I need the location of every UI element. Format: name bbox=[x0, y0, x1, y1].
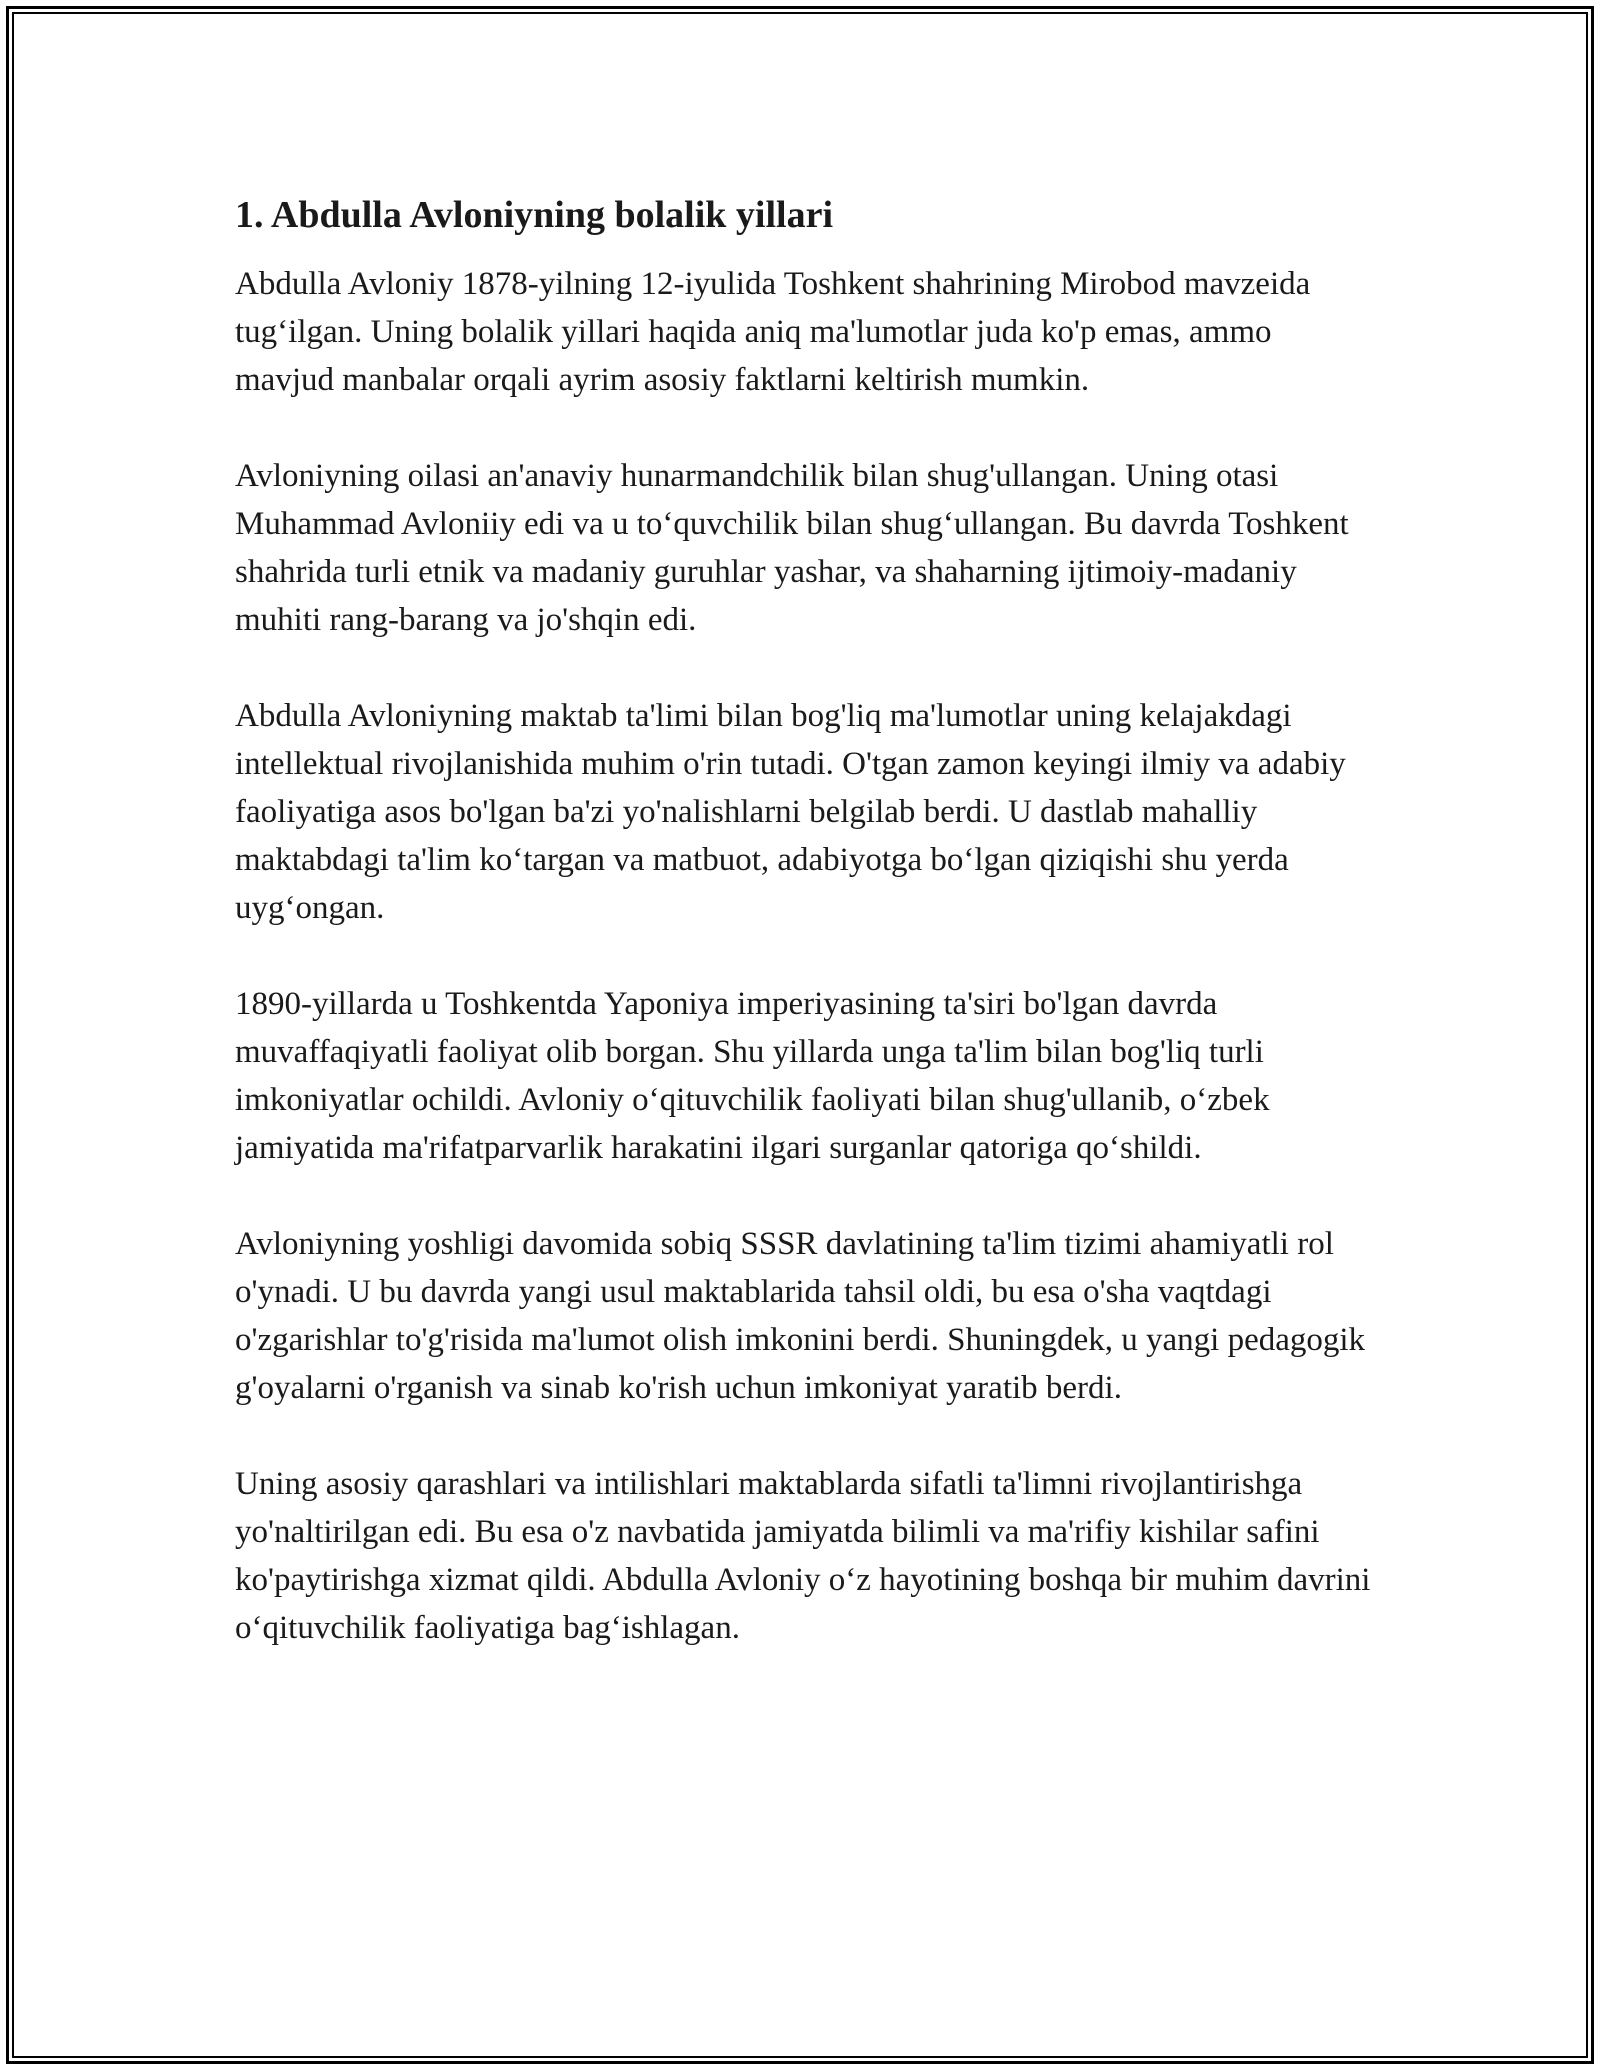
paragraph-5: Avloniyning yoshligi davomida sobiq SSSR davlatining ta'lim tizimi ahamiyatli rol o'ynadi. U bu davrda yangi usul maktablarida tahsil oldi, bu esa o'sha vaqtdagi o'zgarishlar to'g'risida ma'lumot olish imkonini berdi. Shuningdek, u yangi pedagogik g'oyalarni o'rganish va sinab ko'rish uchun imkoniyat yaratib berdi. bbox=[235, 1226, 1366, 1406]
paragraph-6: Uning asosiy qarashlari va intilishlari maktablarda sifatli ta'limni rivojlantirishga yo'naltirilgan edi. Bu esa o'z navbatida jamiyatda bilimli va ma'rifiy kishilar safini ko'paytirishga xizmat qildi. Abdulla Avloniy o‘z hayotining boshqa bir muhim davrini o‘qituvchilik faoliyatiga bag‘ishlagan. bbox=[235, 1466, 1371, 1646]
paragraph-4: 1890-yillarda u Toshkentda Yaponiya imperiyasining ta'siri bo'lgan davrda muvaffaqiyatli faoliyat olib borgan. Shu yillarda unga ta'lim bilan bog'liq turli imkoniyatlar ochildi. Avloniy o‘qituvchilik faoliyati bilan shug'ullanib, o‘zbek jamiyatida ma'rifatparvarlik harakatini ilgari surganlar qatoriga qo‘shildi. bbox=[235, 986, 1270, 1166]
paragraph-3: Abdulla Avloniyning maktab ta'limi bilan bog'liq ma'lumotlar uning kelajakdagi intellektual rivojlanishida muhim o'rin tutadi. O'tgan zamon keyingi ilmiy va adabiy faoliyatiga asos bo'lgan ba'zi yo'nalishlarni belgilab berdi. U dastlab mahalliy maktabdagi ta'lim ko‘targan va matbuot, adabiyotga bo‘lgan qiziqishi shu yerda uyg‘ongan. bbox=[235, 698, 1346, 926]
paragraph-1: Abdulla Avloniy 1878-yilning 12-iyulida Toshkent shahrining Mirobod mavzeida tug‘ilgan. Uning bolalik yillari haqida aniq ma'lumotlar juda ko'p emas, ammo mavjud manbalar orqali ayrim asosiy faktlarni keltirish mumkin. bbox=[235, 266, 1311, 398]
document-body bbox=[235, 185, 1375, 1700]
paragraph-2: Avloniyning oilasi an'anaviy hunarmandchilik bilan shug'ullangan. Uning otasi Muhammad Avloniiy edi va u to‘quvchilik bilan shug‘ullangan. Bu davrda Toshkent shahrida turli etnik va madaniy guruhlar yashar, va shaharning ijtimoiy-madaniy muhiti rang-barang va jo'shqin edi. bbox=[235, 458, 1349, 638]
section-heading: 1. Abdulla Avloniyning bolalik yillari bbox=[235, 194, 833, 236]
